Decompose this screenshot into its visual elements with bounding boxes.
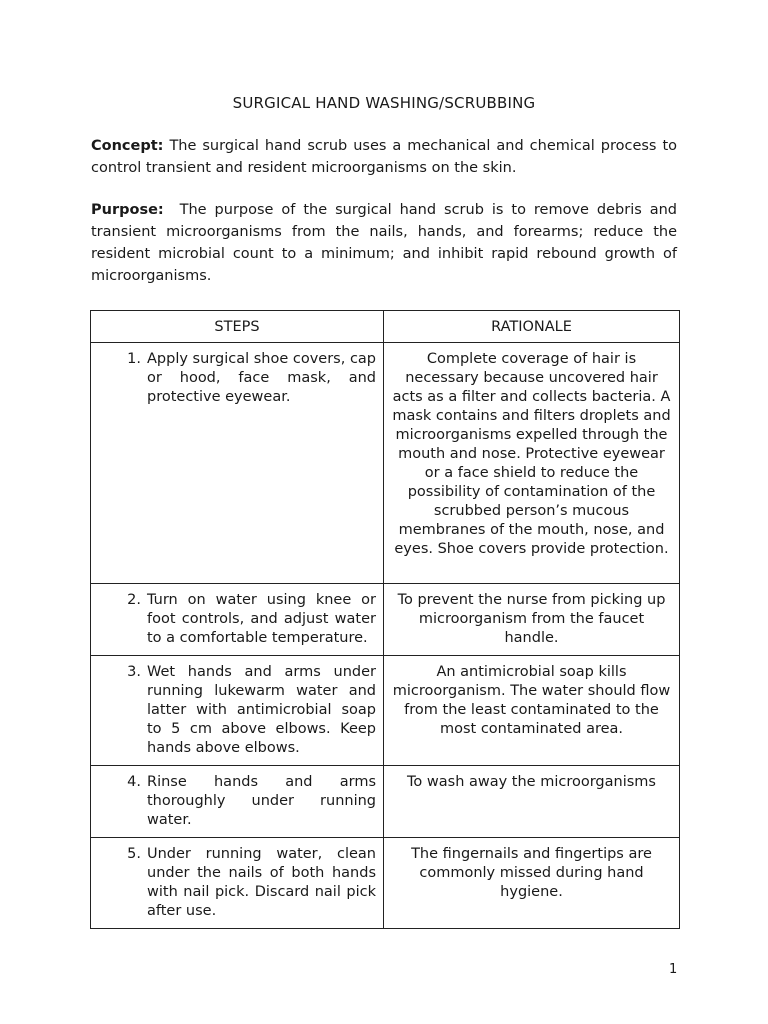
- table-header-row: [91, 311, 680, 343]
- concept-paragraph: [91, 135, 677, 179]
- step-text: Apply surgical shoe covers, cap or hood, face mask, and protective eyewear.: [147, 351, 377, 405]
- page-title: SURGICAL HAND WASHING/SCRUBBING: [232, 94, 536, 112]
- rationale-cell: An antimicrobial soap kills microorganism. The water should flow from the least contaminated to the most contaminated area.: [384, 656, 680, 766]
- step-number: 1.: [127, 351, 141, 367]
- step-number: 4.: [127, 774, 141, 790]
- table-row: [91, 584, 680, 656]
- step-number: 2.: [127, 592, 141, 608]
- rationale-cell: To prevent the nurse from picking up microorganism from the faucet handle.: [384, 584, 680, 656]
- step-text: Wet hands and arms under running lukewarm water and latter with antimicrobial soap to 5 cm above elbows. Keep hands above elbows.: [147, 664, 376, 756]
- page-number: 1: [669, 962, 678, 977]
- concept-label: Concept:: [91, 138, 164, 154]
- step-text: Rinse hands and arms thoroughly under running water.: [147, 774, 376, 828]
- table-row: [91, 343, 680, 584]
- step-text: Under running water, clean under the nails of both hands with nail pick. Discard nail pick after use.: [147, 846, 376, 919]
- concept-text: The surgical hand scrub uses a mechanical and chemical process to control transient and resident microorganisms on the skin.: [91, 138, 677, 176]
- steps-table: [90, 310, 680, 929]
- rationale-header: RATIONALE: [384, 311, 680, 343]
- rationale-cell: The fingernails and fingertips are commonly missed during hand hygiene.: [384, 838, 680, 929]
- table-row: [91, 656, 680, 766]
- table-row: [91, 838, 680, 929]
- rationale-cell: To wash away the microorganisms: [384, 766, 680, 838]
- rationale-cell: Complete coverage of hair is necessary because uncovered hair acts as a filter and collects bacteria. A mask contains and filters droplets and microorganisms expelled through the mouth and nose. Protective eyewear or a face shield to reduce the possibility of contamination of the scrubbed person’s mucous membranes of the mouth, nose, and eyes. Shoe covers provide protection.: [384, 343, 680, 584]
- table-row: [91, 766, 680, 838]
- step-cell: [91, 766, 384, 838]
- step-text: Turn on water using knee or foot controls, and adjust water to a comfortable temperature.: [147, 592, 376, 646]
- step-cell: [91, 656, 384, 766]
- purpose-text: The purpose of the surgical hand scrub is to remove debris and transient microorganisms from the nails, hands, and forearms; reduce the resident microbial count to a minimum; and inhibit rapid rebound growth of microorganisms.: [91, 202, 678, 284]
- step-cell: [91, 838, 384, 929]
- steps-header: STEPS: [91, 311, 384, 343]
- step-number: 5.: [127, 846, 141, 862]
- purpose-label: Purpose:: [91, 202, 164, 218]
- step-cell: [91, 584, 384, 656]
- step-cell: [91, 343, 384, 584]
- step-number: 3.: [127, 664, 141, 680]
- purpose-paragraph: [91, 199, 677, 287]
